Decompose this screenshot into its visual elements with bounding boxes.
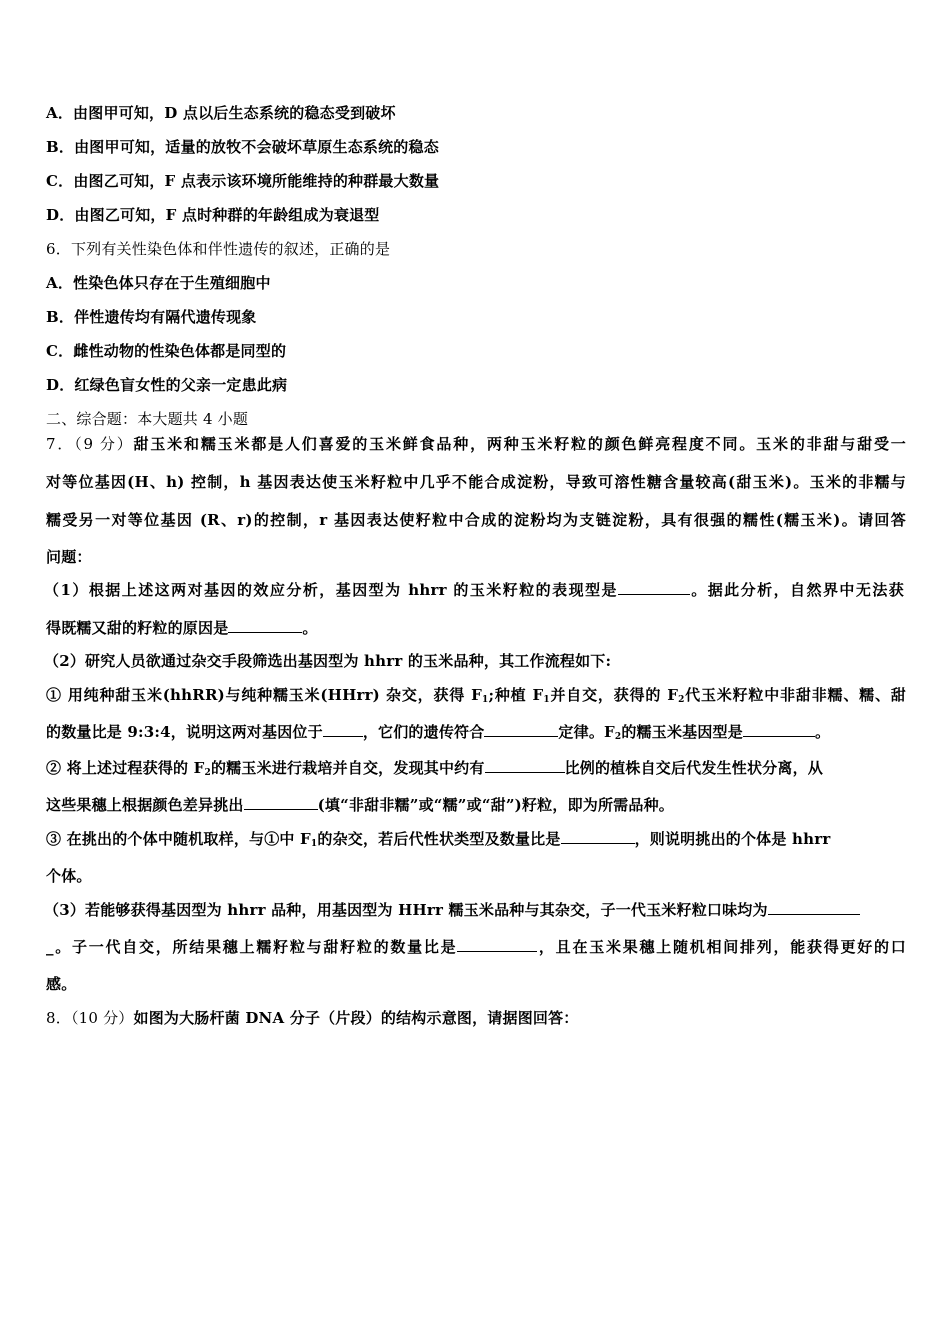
option-text: 伴性遗传均有隔代遗传现象 <box>74 308 257 326</box>
answer-blank[interactable] <box>244 795 318 810</box>
q6-option-b <box>46 307 257 327</box>
option-text: 性染色体只存在于生殖细胞中 <box>73 274 271 292</box>
q7-part3-line-2 <box>46 937 906 957</box>
text: 这些果穗上根据颜色差异挑出 <box>46 796 244 814</box>
answer-blank[interactable] <box>485 758 565 773</box>
intro-text: 甜玉米和糯玉米都是人们喜爱的玉米鲜食品种，两种玉米籽粒的颜色鲜亮程度不同。玉米的非甜与甜受一 <box>133 435 906 453</box>
text: ，则说明挑出的个体是 hhrr <box>634 830 831 848</box>
text: _。子一代自交，所结果穗上糯籽粒与甜籽粒的数量比是 <box>46 938 458 956</box>
subscript: 1 <box>310 839 318 849</box>
option-text: 由图乙可知，F 点时种群的年龄组成为衰退型 <box>74 206 380 224</box>
option-text: 由图乙可知，F 点表示该环境所能维持的种群最大数量 <box>73 172 440 190</box>
text: 的杂交，若后代性状类型及数量比是 <box>317 830 561 848</box>
option-letter: A． <box>46 104 74 122</box>
text: 。 <box>302 619 318 637</box>
q7-part2-step3-line-1 <box>46 829 830 849</box>
answer-blank[interactable] <box>743 722 815 737</box>
q7-part2-step2-line-2 <box>46 795 674 815</box>
text: ，它们的遗传符合 <box>362 723 485 741</box>
q6-option-d <box>46 375 287 395</box>
q6-option-c <box>46 341 286 361</box>
option-letter: B． <box>46 138 75 156</box>
section-header: 二、综合题：本大题共 4 小题 <box>46 410 249 428</box>
text: （3）若能够获得基因型为 hhrr 品种，用基因型为 HHrr 糯玉米品种与其杂交，子一代玉米籽粒口味均为 <box>44 901 768 919</box>
q7-part2-step1-line-1 <box>46 685 906 705</box>
option-letter: D． <box>46 376 75 394</box>
subscript: 1 <box>543 695 550 705</box>
question-number: 7．（9 分） <box>46 435 134 453</box>
text: 并自交，获得的 F <box>549 686 679 704</box>
q5-option-d <box>46 205 380 225</box>
text: 。 <box>814 723 831 741</box>
option-letter: D． <box>46 206 75 224</box>
text: ③ 在挑出的个体中随机取样，与①中 F <box>46 830 311 848</box>
text: (填“非甜非糯”或“糯”或“甜”)籽粒，即为所需品种。 <box>317 796 674 814</box>
answer-blank[interactable] <box>323 722 363 737</box>
subscript: 1 <box>482 695 489 705</box>
q7-part2-header: （2）研究人员欲通过杂交手段筛选出基因型为 hhrr 的玉米品种，其工作流程如下: <box>44 652 612 670</box>
option-letter: C． <box>46 172 74 190</box>
text: 的数量比是 9:3:4，说明这两对基因位于 <box>46 723 323 741</box>
subscript: 2 <box>204 768 211 778</box>
q7-part1-line-2 <box>46 618 318 638</box>
q7-part3-line-1 <box>44 900 860 920</box>
text: 代玉米籽粒中非甜非糯、糯、甜 <box>684 686 906 704</box>
option-letter: B． <box>46 308 75 326</box>
q7-part2-step3-line-2: 个体。 <box>46 867 92 885</box>
answer-blank[interactable] <box>768 900 860 915</box>
text: （1）根据上述这两对基因的效应分析，基因型为 hhrr 的玉米籽粒的表现型是 <box>44 581 618 599</box>
q7-intro-line-4: 问题： <box>46 548 92 566</box>
q7-part1-line-1 <box>44 580 904 600</box>
q6-option-a <box>46 273 271 293</box>
option-text: 雌性动物的性染色体都是同型的 <box>73 342 287 360</box>
text: ② 将上述过程获得的 F <box>46 759 205 777</box>
text: 的糯玉米进行栽培并自交，发现其中约有 <box>210 759 485 777</box>
subscript: 2 <box>614 732 622 742</box>
answer-blank[interactable] <box>561 829 635 844</box>
subscript: 2 <box>678 695 685 705</box>
q5-option-c <box>46 171 439 191</box>
text: 定律。F <box>558 723 615 741</box>
answer-blank[interactable] <box>618 580 690 595</box>
q5-option-b <box>46 137 439 157</box>
text: 得既糯又甜的籽粒的原因是 <box>46 619 229 637</box>
option-text: 由图甲可知，D 点以后生态系统的稳态受到破坏 <box>73 104 396 122</box>
q8-stem <box>46 1008 579 1028</box>
text: 的糯玉米基因型是 <box>621 723 743 741</box>
q6-stem: 6．下列有关性染色体和伴性遗传的叙述，正确的是 <box>46 240 391 258</box>
answer-blank[interactable] <box>457 937 537 952</box>
question-text: 如图为大肠杆菌 DNA 分子（片段）的结构示意图，请据图回答： <box>133 1009 579 1027</box>
text: ① 用纯种甜玉米(hhRR)与纯种糯玉米(HHrr) 杂交，获得 F <box>46 686 482 704</box>
option-letter: C． <box>46 342 74 360</box>
option-text: 由图甲可知，适量的放牧不会破坏草原生态系统的稳态 <box>74 138 439 156</box>
q7-part3-line-3: 感。 <box>46 975 77 993</box>
text: 。据此分析，自然界中无法获 <box>690 581 904 599</box>
option-letter: A． <box>46 274 74 292</box>
q5-option-a <box>46 103 396 123</box>
text: ;种植 F <box>488 686 544 704</box>
q7-intro-line-2: 对等位基因(H、h) 控制，h 基因表达使玉米籽粒中几乎不能合成淀粉，导致可溶性糖含量较高(甜玉米)。玉米的非糯与 <box>46 473 906 491</box>
answer-blank[interactable] <box>484 722 558 737</box>
text: ，且在玉米果穗上随机相间排列，能获得更好的口 <box>537 938 906 956</box>
q7-part2-step1-line-2 <box>46 722 830 742</box>
question-number: 8．（10 分） <box>46 1009 134 1027</box>
option-text: 红绿色盲女性的父亲一定患此病 <box>74 376 288 394</box>
answer-blank[interactable] <box>228 618 302 633</box>
text: 比例的植株自交后代发生性状分离，从 <box>564 759 823 777</box>
q7-intro-line-3: 糯受另一对等位基因 (R、r)的控制，r 基因表达使籽粒中合成的淀粉均为支链淀粉，具有很强的糯性(糯玉米)。请回答 <box>46 511 906 529</box>
q7-intro-line-1 <box>46 434 906 454</box>
q7-part2-step2-line-1 <box>46 758 823 778</box>
